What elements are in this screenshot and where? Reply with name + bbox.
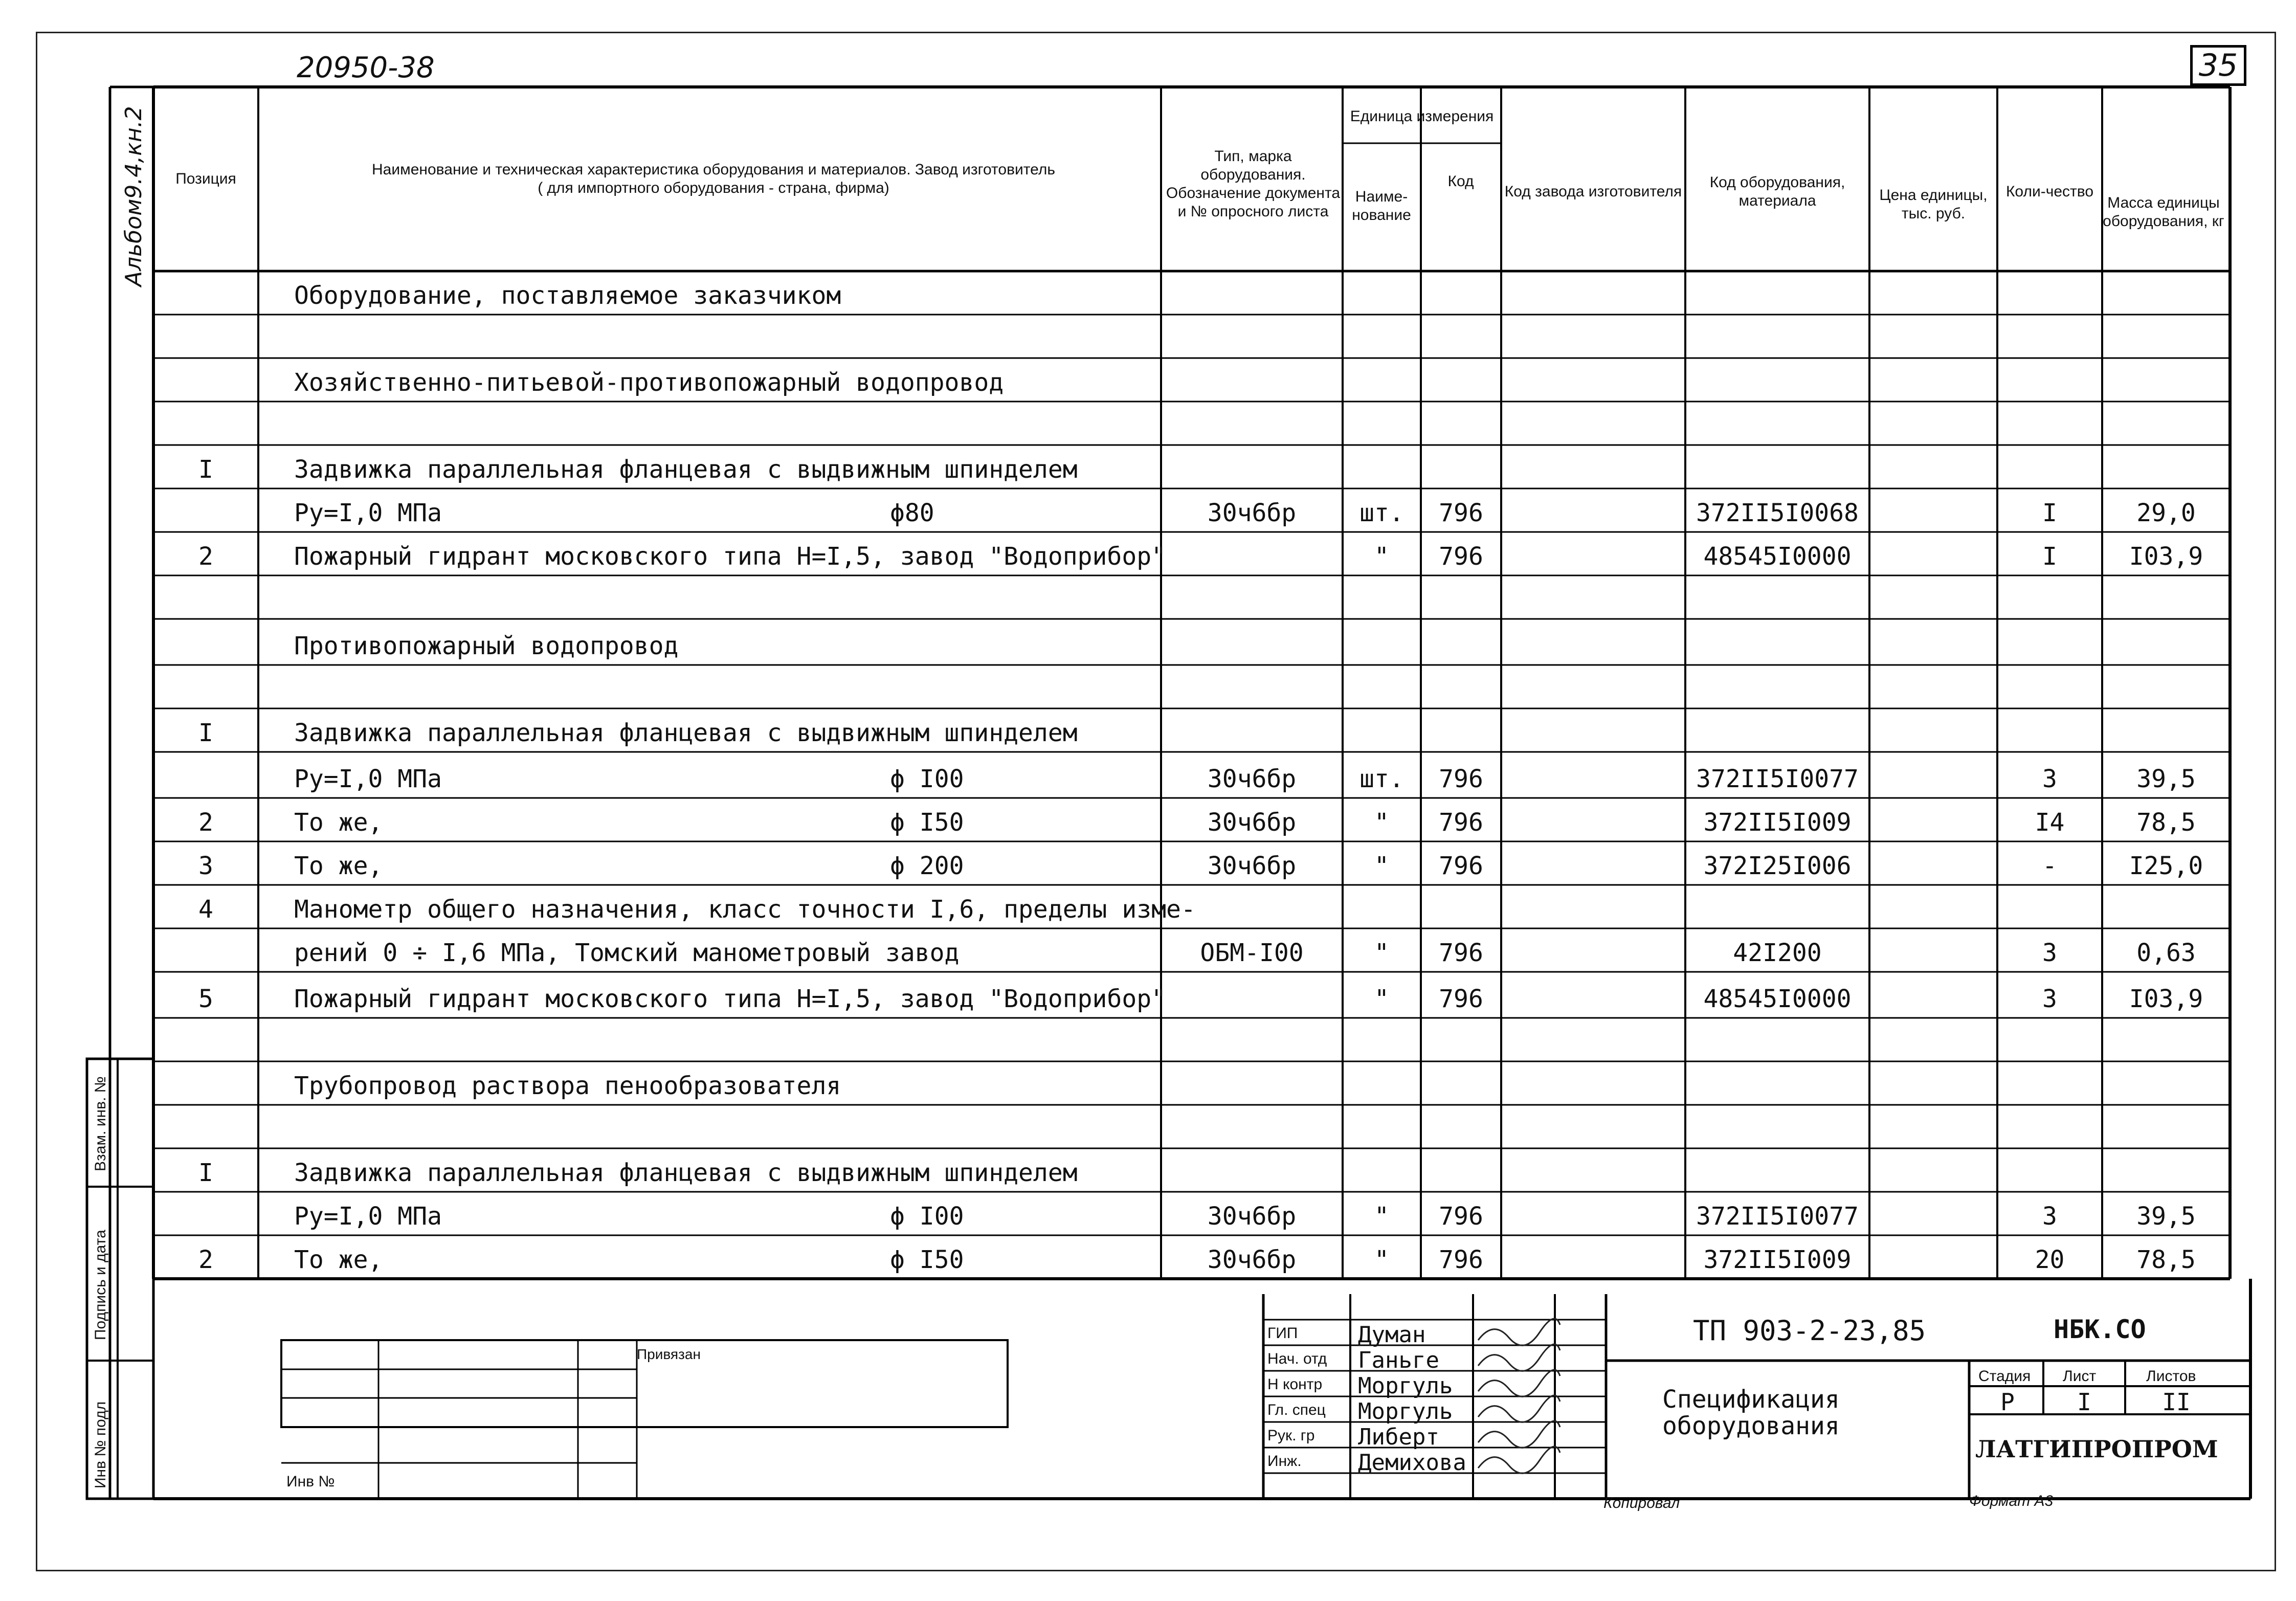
row-mass: 39,5 <box>2136 765 2196 793</box>
row-qty: I <box>2042 542 2057 571</box>
signer-role: Гл. спец <box>1267 1402 1326 1418</box>
header-unit-group: Единица измерения <box>1350 107 1494 125</box>
row-pos: 5 <box>198 985 213 1013</box>
signer-role: Инж. <box>1267 1453 1302 1470</box>
row-equip: 372II5I0068 <box>1696 499 1859 527</box>
row-unit: шт. <box>1359 499 1404 527</box>
row-unit: шт. <box>1359 765 1404 793</box>
signature-scribble <box>1478 1421 1560 1448</box>
row-name: Ру=I,0 МПа <box>294 499 442 527</box>
row-name: Ру=I,0 МПа <box>294 1202 442 1231</box>
row-name: Ру=I,0 МПа <box>294 765 442 793</box>
signer-name: Ганьге <box>1358 1347 1439 1373</box>
stamp-stage-label: Стадия <box>1978 1368 2031 1385</box>
row-type: 30ч6бр <box>1207 1202 1297 1231</box>
row-pos: 4 <box>198 895 213 924</box>
row-qty: 3 <box>2042 939 2057 967</box>
stamp-format: Формат А3 <box>1969 1493 2054 1509</box>
row-equip: 372II5I0077 <box>1696 765 1859 793</box>
stamp-doc-code: ТП 903-2-23,85 <box>1693 1315 1926 1347</box>
row-name: Задвижка параллельная фланцевая с выдвижным шпинделем <box>294 719 1078 747</box>
row-code: 796 <box>1439 852 1483 880</box>
row-pos: 2 <box>198 542 213 571</box>
stamp-privyazan: Привязан <box>637 1346 701 1362</box>
row-qty: 3 <box>2042 765 2057 793</box>
header-name: Наименование и техническая характеристика оборудования и материалов. Завод изготовитель ( для импортного оборудования - страна, фирма) <box>372 161 1055 196</box>
signature-scribble <box>1478 1370 1560 1396</box>
row-name: Задвижка параллельная фланцевая с выдвижным шпинделем <box>294 1159 1078 1187</box>
row-dn: ϕ I00 <box>890 765 964 793</box>
header-type: Тип, марка оборудования. Обозначение документа и № опросного листа <box>1166 148 1341 220</box>
header-mass: Масса единицы оборудования, кг <box>2103 194 2224 230</box>
row-equip: 48545I0000 <box>1703 985 1852 1013</box>
signer-name: Моргуль <box>1358 1373 1453 1399</box>
row-mass: I03,9 <box>2129 985 2203 1013</box>
row-code: 796 <box>1439 1202 1483 1231</box>
row-pos: I <box>198 455 213 484</box>
stamp-inv-no: Инв № <box>286 1473 335 1490</box>
row-pos: I <box>198 719 213 747</box>
row-name: рений 0 ÷ I,6 МПа, Томский манометровый завод <box>294 939 960 967</box>
side-label-vzam: Взам. инв. № <box>92 1076 109 1171</box>
row-qty: 3 <box>2042 985 2057 1013</box>
row-mass: I03,9 <box>2129 542 2203 571</box>
row-code: 796 <box>1439 499 1483 527</box>
header-price: Цена единицы, тыс. руб. <box>1879 187 1988 222</box>
stamp-stage: Р <box>2000 1388 2015 1416</box>
signer-name: Думан <box>1358 1322 1426 1348</box>
row-name: То же, <box>294 808 383 837</box>
doc-number: 20950-38 <box>297 51 435 84</box>
stamp-mark: НБК.СО <box>2054 1315 2146 1344</box>
row-name: Оборудование, поставляемое заказчиком <box>294 281 841 310</box>
row-type: ОБМ-I00 <box>1200 939 1304 967</box>
signer-name: Демихова <box>1358 1450 1466 1476</box>
signature-scribble <box>1478 1447 1560 1473</box>
row-name: Противопожарный водопровод <box>294 632 679 660</box>
row-dn: ϕ 200 <box>890 852 964 880</box>
row-unit: " <box>1374 1202 1389 1231</box>
row-pos: I <box>198 1159 213 1187</box>
row-code: 796 <box>1439 939 1483 967</box>
row-equip: 48545I0000 <box>1703 542 1852 571</box>
row-pos: 3 <box>198 852 213 880</box>
side-label-podpis: Подпись и дата <box>92 1230 109 1340</box>
row-pos: 2 <box>198 1246 213 1274</box>
row-equip: 372II5I0077 <box>1696 1202 1859 1231</box>
row-mass: 29,0 <box>2136 499 2196 527</box>
row-type: 30ч6бр <box>1207 499 1297 527</box>
row-name: Задвижка параллельная фланцевая с выдвижным шпинделем <box>294 455 1078 484</box>
header-maker-code: Код завода изготовителя <box>1504 183 1682 200</box>
row-dn: ϕ80 <box>890 499 934 527</box>
row-code: 796 <box>1439 985 1483 1013</box>
row-equip: 372I25I006 <box>1703 852 1852 880</box>
signer-role: Рук. гр <box>1267 1427 1315 1444</box>
signature-scribble <box>1478 1319 1560 1345</box>
row-name: То же, <box>294 852 383 880</box>
album-label: Альбом9.4,кн.2 <box>121 106 147 286</box>
row-equip: 372II5I009 <box>1703 1246 1852 1274</box>
stamp-sheets-label: Листов <box>2146 1368 2196 1385</box>
row-unit: " <box>1374 939 1389 967</box>
stamp-title: Спецификация оборудования <box>1662 1385 1840 1440</box>
row-mass: 39,5 <box>2136 1202 2196 1231</box>
row-code: 796 <box>1439 808 1483 837</box>
row-mass: 78,5 <box>2136 1246 2196 1274</box>
row-name: Пожарный гидрант московского типа Н=I,5, завод "Водоприбор" <box>294 985 1167 1013</box>
row-type: 30ч6бр <box>1207 765 1297 793</box>
row-type: 30ч6бр <box>1207 852 1297 880</box>
stamp-copied: Копировал <box>1603 1495 1680 1511</box>
signer-name: Моргуль <box>1358 1398 1453 1425</box>
side-label-inv: Инв № подл <box>92 1401 109 1488</box>
stamp-sheet: I <box>2077 1388 2091 1416</box>
row-name: Трубопровод раствора пенообразователя <box>294 1072 841 1100</box>
row-unit: " <box>1374 1246 1389 1274</box>
row-qty: 3 <box>2042 1202 2057 1231</box>
row-mass: I25,0 <box>2129 852 2203 880</box>
row-qty: - <box>2042 852 2057 880</box>
row-type: 30ч6бр <box>1207 808 1297 837</box>
row-qty: I <box>2042 499 2057 527</box>
header-unit-name: Наиме-нование <box>1352 188 1411 224</box>
row-mass: 0,63 <box>2136 939 2196 967</box>
signer-role: Н контр <box>1267 1376 1323 1393</box>
row-unit: " <box>1374 808 1389 837</box>
signature-scribble <box>1478 1344 1560 1371</box>
stamp-sheet-label: Лист <box>2063 1368 2097 1385</box>
row-name: Хозяйственно-питьевой-противопожарный водопровод <box>294 368 1004 397</box>
row-code: 796 <box>1439 765 1483 793</box>
row-name: Пожарный гидрант московского типа Н=I,5, завод "Водоприбор" <box>294 542 1167 571</box>
header-position: Позиция <box>175 170 236 187</box>
row-dn: ϕ I50 <box>890 808 964 837</box>
row-mass: 78,5 <box>2136 808 2196 837</box>
signature-scribble <box>1478 1395 1560 1422</box>
row-name: Манометр общего назначения, класс точности I,6, пределы изме- <box>294 895 1196 924</box>
row-name: То же, <box>294 1246 383 1274</box>
stamp-org: ЛАТГИПРОПРОМ <box>1975 1435 2218 1463</box>
row-dn: ϕ I00 <box>890 1202 964 1231</box>
row-pos: 2 <box>198 808 213 837</box>
header-equip-code: Код оборудования, материала <box>1709 174 1845 209</box>
row-unit: " <box>1374 542 1389 571</box>
row-equip: 42I200 <box>1733 939 1822 967</box>
header-unit-code: Код <box>1447 173 1474 190</box>
row-unit: " <box>1374 852 1389 880</box>
row-code: 796 <box>1439 1246 1483 1274</box>
row-type: 30ч6бр <box>1207 1246 1297 1274</box>
page-number: 35 <box>2190 45 2246 86</box>
row-qty: 20 <box>2035 1246 2065 1274</box>
header-qty: Коли-чество <box>2005 183 2094 200</box>
signer-role: ГИП <box>1267 1325 1298 1342</box>
row-unit: " <box>1374 985 1389 1013</box>
row-code: 796 <box>1439 542 1483 571</box>
row-qty: I4 <box>2035 808 2065 837</box>
signer-role: Нач. отд <box>1267 1350 1327 1367</box>
stamp-sheets: II <box>2162 1388 2191 1416</box>
row-dn: ϕ I50 <box>890 1246 964 1274</box>
signer-name: Либерт <box>1358 1424 1439 1450</box>
row-equip: 372II5I009 <box>1703 808 1852 837</box>
